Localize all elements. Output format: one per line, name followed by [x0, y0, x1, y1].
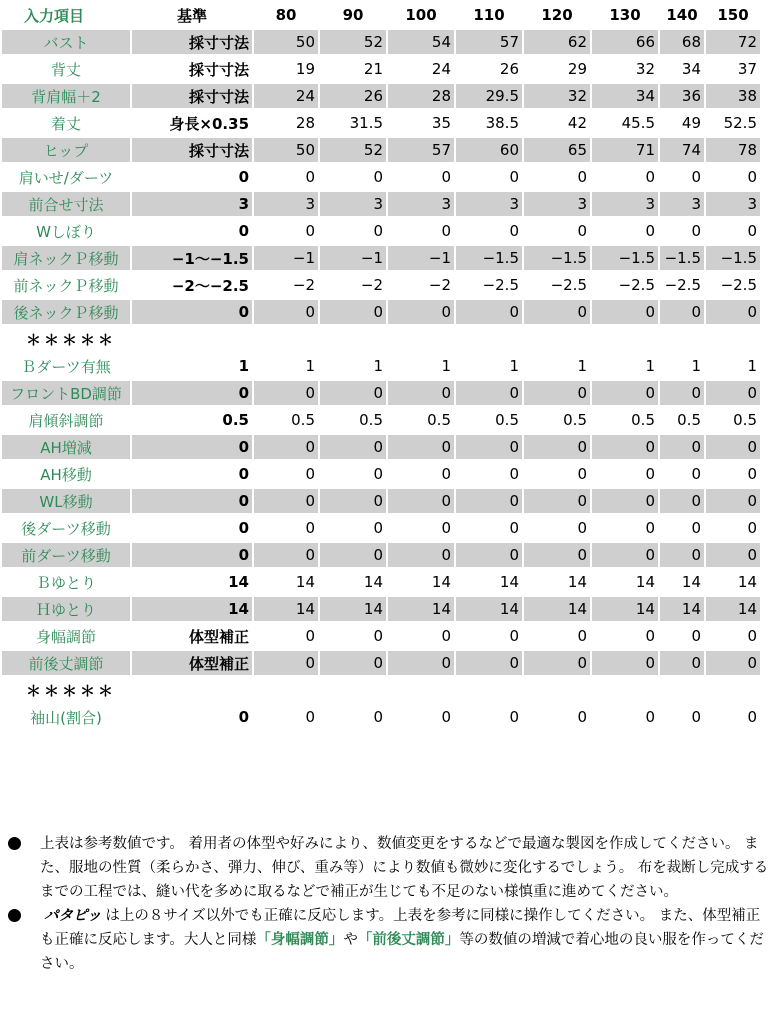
size-value-cell: 0 [388, 651, 454, 675]
size-value-cell: 0.5 [359, 411, 383, 429]
size-value-cell: 0 [524, 489, 590, 513]
size-value-cell: 0 [747, 708, 757, 726]
size-value-cell: −1.5 [456, 246, 522, 270]
size-value-cell: 0 [524, 381, 590, 405]
size-value-cell: 14 [567, 573, 587, 591]
header-base: 基準 [176, 6, 207, 25]
size-value-cell: 3 [388, 192, 454, 216]
size-value-cell: 0 [660, 651, 704, 675]
note-2-text-b: や [343, 932, 358, 948]
size-value-cell: 0 [660, 381, 704, 405]
size-value-cell: 0 [645, 465, 655, 483]
size-value-cell: 0 [524, 651, 590, 675]
size-value-cell: 35 [431, 114, 451, 132]
row-label: Ｂゆとり [35, 573, 96, 592]
size-value-cell: 45.5 [621, 114, 655, 132]
size-value-cell: 28 [388, 84, 454, 108]
note-1-text: 上表は参考数値です。 着用者の体型や好みにより、数値変更をするなどで最適な製図を作成してください。 また、服地の性質（柔らかさ、弾力、伸び、重み等）により数値も微妙に変化するでしょう。 布を裁断し完成するまでの工程では、縫い代を多めに取るなどで補正が生じても不足のない様慎重に進めてください。 [40, 836, 769, 900]
size-value-cell: 0 [388, 435, 454, 459]
size-value-cell: 0 [706, 489, 760, 513]
row-base-value: −1〜−1.5 [132, 246, 252, 270]
row-base-value: 0 [238, 519, 249, 537]
size-value-cell: 0 [706, 381, 760, 405]
size-value-cell: 24 [431, 60, 451, 78]
note-1 [8, 832, 774, 904]
size-value-cell: 74 [660, 138, 704, 162]
row-label: Wしぼり [36, 222, 96, 241]
size-value-cell: 0 [592, 300, 658, 324]
row-base-value: 14 [132, 597, 252, 621]
row-base-value: 14 [228, 573, 249, 591]
size-value-cell: 0 [747, 519, 757, 537]
size-value-cell: 0 [691, 465, 701, 483]
row-label: 背丈 [50, 60, 81, 79]
size-value-cell: 0 [254, 381, 318, 405]
note-2-text-c: 等の数値の増減で着心地の良い服を作ってください。 [40, 932, 764, 972]
size-value-cell: −2.5 [720, 276, 757, 294]
row-label: 前合せ寸法 [2, 192, 130, 216]
size-value-cell: 0 [645, 222, 655, 240]
size-value-cell: 0.5 [631, 411, 655, 429]
row-label: 肩ネックＰ移動 [2, 246, 130, 270]
row-label: 背肩幅＋2 [2, 84, 130, 108]
size-value-cell: 0 [645, 627, 655, 645]
size-value-cell: 71 [592, 138, 658, 162]
size-value-cell: 0 [254, 489, 318, 513]
header-size: 100 [405, 6, 437, 24]
size-value-cell: −2 [360, 276, 383, 294]
size-value-cell: 0 [373, 465, 383, 483]
size-value-cell: 0 [441, 627, 451, 645]
size-value-cell: 0 [441, 222, 451, 240]
header-size: 80 [275, 6, 297, 24]
size-value-cell: 0 [320, 489, 386, 513]
table-row [2, 624, 760, 648]
size-value-cell: 49 [681, 114, 701, 132]
header-size: 120 [541, 6, 573, 24]
size-value-cell: 1 [691, 357, 701, 375]
size-value-cell: −1.5 [660, 246, 704, 270]
row-label: AH移動 [40, 465, 92, 484]
header-item: 入力項目 [24, 6, 85, 25]
size-value-cell: 0 [524, 543, 590, 567]
size-value-cell: 14 [254, 597, 318, 621]
size-value-cell: 14 [499, 573, 519, 591]
row-base-value: 0.5 [222, 411, 249, 429]
size-value-cell: 34 [592, 84, 658, 108]
row-label: ヒップ [2, 138, 130, 162]
size-value-cell: 0 [320, 300, 386, 324]
size-value-cell: 0 [660, 489, 704, 513]
row-label: Ｈゆとり [2, 597, 130, 621]
row-base-value: 0 [238, 708, 249, 726]
row-base-value: 採寸寸法 [132, 84, 252, 108]
separator-mark: ＊＊＊＊＊ [26, 330, 117, 349]
size-value-cell: 14 [635, 573, 655, 591]
size-value-cell: 0 [254, 435, 318, 459]
size-value-cell: 0 [509, 222, 519, 240]
size-value-cell: 32 [635, 60, 655, 78]
size-value-cell: 78 [706, 138, 760, 162]
size-value-cell: 0 [592, 651, 658, 675]
size-value-cell: 0 [577, 708, 587, 726]
size-value-cell: 0 [577, 168, 587, 186]
size-value-cell: 0 [706, 543, 760, 567]
size-value-cell: 26 [499, 60, 519, 78]
highlight-body-width: 「身幅調節」 [256, 932, 344, 948]
size-value-cell: 0 [645, 519, 655, 537]
table-row [2, 165, 760, 189]
size-value-cell: 0 [441, 465, 451, 483]
row-base-value: 3 [132, 192, 252, 216]
row-label: 肩傾斜調節 [28, 411, 104, 430]
row-base-value: 採寸寸法 [132, 138, 252, 162]
size-value-cell: 0 [645, 708, 655, 726]
row-base-value: 0 [132, 300, 252, 324]
size-value-cell: −1.5 [524, 246, 590, 270]
row-base-value: 0 [238, 222, 249, 240]
size-value-cell: 0 [747, 168, 757, 186]
size-value-cell: 0 [305, 519, 315, 537]
size-value-cell: 1 [509, 357, 519, 375]
size-value-cell: 52 [320, 138, 386, 162]
size-value-cell: 29.5 [456, 84, 522, 108]
size-value-cell: 3 [660, 192, 704, 216]
size-value-cell: 0 [388, 543, 454, 567]
header-size: 150 [717, 6, 749, 24]
row-label: 後ダーツ移動 [21, 519, 111, 538]
size-value-cell: 0 [660, 543, 704, 567]
size-value-cell: −2.5 [664, 276, 701, 294]
size-value-cell: 1 [305, 357, 315, 375]
table-row [2, 219, 760, 243]
size-value-cell: 0 [660, 300, 704, 324]
size-value-cell: 36 [660, 84, 704, 108]
size-value-cell: 54 [388, 30, 454, 54]
size-value-cell: 0 [592, 435, 658, 459]
size-value-cell: 0 [456, 489, 522, 513]
size-value-cell: 0 [691, 519, 701, 537]
table-row [2, 570, 760, 594]
size-value-cell: 0.5 [563, 411, 587, 429]
size-value-cell: 0 [577, 222, 587, 240]
size-value-cell: 72 [706, 30, 760, 54]
size-value-cell: 14 [388, 597, 454, 621]
size-value-cell: 21 [363, 60, 383, 78]
size-value-cell: 0 [691, 708, 701, 726]
size-value-cell: 14 [706, 597, 760, 621]
size-value-cell: 0 [456, 381, 522, 405]
size-value-cell: 0 [373, 708, 383, 726]
row-label: バスト [2, 30, 130, 54]
size-value-cell: 0 [509, 627, 519, 645]
size-value-cell: 0 [388, 300, 454, 324]
row-label: 肩いせ/ダーツ [18, 168, 114, 187]
row-base-value: 0 [238, 465, 249, 483]
header-size: 130 [609, 6, 641, 24]
size-value-cell: 0 [691, 222, 701, 240]
size-value-cell: 0 [373, 519, 383, 537]
table-row [2, 30, 760, 54]
size-value-cell: 28 [295, 114, 315, 132]
size-value-cell: 19 [295, 60, 315, 78]
size-value-cell: 62 [524, 30, 590, 54]
row-label: Ｂダーツ有無 [21, 357, 111, 376]
size-value-cell: 0 [373, 222, 383, 240]
size-value-cell: 42 [567, 114, 587, 132]
size-value-cell: 0 [305, 465, 315, 483]
size-value-cell: 52 [320, 30, 386, 54]
size-value-cell: 0 [509, 519, 519, 537]
header-size: 90 [342, 6, 364, 24]
brand-name: パタピッ [44, 908, 102, 924]
size-value-cell: 0 [388, 381, 454, 405]
row-base-value: 0 [132, 381, 252, 405]
size-value-cell: 0.5 [677, 411, 701, 429]
note-2-text-a: は上の８サイズ以外でも正確に反応します。上表を参考に同様に操作してください。 また、体型補正も正確に反応します。大人と同様 [40, 908, 761, 948]
row-label: 後ネックＰ移動 [2, 300, 130, 324]
size-value-cell: 0 [577, 627, 587, 645]
row-label: AH増減 [2, 435, 130, 459]
size-value-cell: 0 [456, 300, 522, 324]
table-row [2, 354, 760, 378]
size-value-cell: 38 [706, 84, 760, 108]
size-value-cell: 0 [524, 435, 590, 459]
size-value-cell: 14 [592, 597, 658, 621]
size-value-cell: 0 [456, 543, 522, 567]
size-value-cell: 0 [254, 651, 318, 675]
size-value-cell: 66 [592, 30, 658, 54]
size-value-cell: 0 [441, 168, 451, 186]
size-value-cell: 14 [456, 597, 522, 621]
size-value-cell: 0 [441, 708, 451, 726]
size-value-cell: 0.5 [291, 411, 315, 429]
size-value-cell: 0.5 [733, 411, 757, 429]
row-label: 身幅調節 [35, 627, 96, 646]
row-base-value: 体型補正 [132, 651, 252, 675]
row-label: フロントBD調節 [2, 381, 130, 405]
table-row [2, 651, 760, 675]
table-row [2, 246, 760, 270]
size-value-cell: 0 [706, 300, 760, 324]
size-value-cell: 0 [592, 543, 658, 567]
size-value-cell: 0 [509, 465, 519, 483]
size-value-cell: 0 [645, 168, 655, 186]
size-value-cell: 0 [524, 300, 590, 324]
row-label: 前後丈調節 [2, 651, 130, 675]
row-label: 前ネックＰ移動 [13, 276, 119, 295]
size-value-cell: 0.5 [495, 411, 519, 429]
separator-row [2, 678, 760, 702]
size-value-cell: 14 [737, 573, 757, 591]
table-header-row [2, 3, 760, 27]
size-value-cell: 32 [524, 84, 590, 108]
size-value-cell: 0 [305, 627, 315, 645]
size-value-cell: −1.5 [592, 246, 658, 270]
size-value-cell: −2.5 [482, 276, 519, 294]
size-value-cell: 0 [592, 489, 658, 513]
size-value-cell: 0 [388, 489, 454, 513]
size-value-cell: 0 [254, 543, 318, 567]
table-row [2, 597, 760, 621]
size-value-cell: 3 [592, 192, 658, 216]
size-value-cell: 37 [737, 60, 757, 78]
table-row [2, 408, 760, 432]
size-value-cell: 1 [747, 357, 757, 375]
size-value-cell: 14 [320, 597, 386, 621]
size-value-cell: 0 [747, 222, 757, 240]
table-row [2, 489, 760, 513]
table-row [2, 300, 760, 324]
size-value-cell: 29 [567, 60, 587, 78]
size-value-cell: 0 [509, 708, 519, 726]
size-value-cell: 0 [747, 627, 757, 645]
row-label: 袖山(割合) [30, 708, 102, 727]
separator-mark: ＊＊＊＊＊ [26, 681, 117, 700]
size-value-cell: 0 [373, 627, 383, 645]
size-value-cell: 3 [456, 192, 522, 216]
row-base-value: 採寸寸法 [188, 60, 249, 79]
size-value-cell: 0 [456, 435, 522, 459]
row-label: 着丈 [50, 114, 81, 133]
table-row [2, 435, 760, 459]
note-2 [8, 904, 774, 976]
separator-row [2, 327, 760, 351]
row-base-value: 0 [238, 168, 249, 186]
size-value-cell: 34 [681, 60, 701, 78]
table-row [2, 543, 760, 567]
highlight-length: 「前後丈調節」 [357, 932, 460, 948]
size-value-cell: 14 [660, 597, 704, 621]
size-value-cell: 14 [431, 573, 451, 591]
bullet-icon [8, 909, 21, 922]
table-row [2, 273, 760, 297]
size-value-cell: 57 [388, 138, 454, 162]
size-value-cell: 0 [592, 381, 658, 405]
size-value-cell: 0 [691, 627, 701, 645]
size-value-cell: 0 [320, 435, 386, 459]
size-value-cell: 50 [254, 138, 318, 162]
row-base-value: 0 [132, 543, 252, 567]
size-value-cell: 3 [706, 192, 760, 216]
size-value-cell: 0 [509, 168, 519, 186]
row-label: 前ダーツ移動 [2, 543, 130, 567]
size-value-cell: 0 [254, 300, 318, 324]
table-row [2, 462, 760, 486]
table-row [2, 516, 760, 540]
size-value-cell: 52.5 [723, 114, 757, 132]
size-value-cell: −2 [428, 276, 451, 294]
size-value-cell: 0 [305, 708, 315, 726]
size-value-cell: 0 [305, 168, 315, 186]
size-value-cell: −2.5 [550, 276, 587, 294]
size-value-cell: 0 [747, 465, 757, 483]
size-value-cell: 57 [456, 30, 522, 54]
size-table-body [2, 3, 760, 729]
size-value-cell: 38.5 [485, 114, 519, 132]
size-value-cell: 14 [363, 573, 383, 591]
size-value-cell: 68 [660, 30, 704, 54]
size-value-cell: 50 [254, 30, 318, 54]
row-base-value: 0 [132, 489, 252, 513]
size-value-cell: −1 [320, 246, 386, 270]
size-value-cell: 24 [254, 84, 318, 108]
size-value-cell: 60 [456, 138, 522, 162]
size-value-cell: 1 [645, 357, 655, 375]
separator-blank [132, 327, 760, 351]
size-value-cell: 0 [660, 435, 704, 459]
row-base-value: 0 [132, 435, 252, 459]
size-value-cell: 14 [524, 597, 590, 621]
table-row [2, 84, 760, 108]
size-value-cell: 26 [320, 84, 386, 108]
table-row [2, 705, 760, 729]
size-value-cell: 0 [320, 543, 386, 567]
row-base-value: 身長×0.35 [169, 114, 249, 133]
size-value-cell: 0 [441, 519, 451, 537]
size-value-cell: 1 [373, 357, 383, 375]
notes [8, 832, 774, 976]
size-value-cell: 3 [524, 192, 590, 216]
size-value-cell: 65 [524, 138, 590, 162]
row-base-value: 採寸寸法 [132, 30, 252, 54]
separator-blank [132, 678, 760, 702]
size-value-cell: 0 [691, 168, 701, 186]
size-value-cell: 0 [706, 435, 760, 459]
row-label: WL移動 [2, 489, 130, 513]
size-value-cell: 0 [373, 168, 383, 186]
table-row [2, 138, 760, 162]
size-value-cell: −2 [292, 276, 315, 294]
row-base-value: −2〜−2.5 [171, 276, 249, 295]
size-value-cell: 1 [577, 357, 587, 375]
size-value-cell: −1.5 [706, 246, 760, 270]
table-row [2, 381, 760, 405]
header-size: 110 [473, 6, 505, 24]
size-value-cell: 3 [320, 192, 386, 216]
row-base-value: 1 [238, 357, 249, 375]
size-value-cell: 0 [320, 381, 386, 405]
size-value-cell: 0 [320, 651, 386, 675]
size-value-cell: 1 [441, 357, 451, 375]
size-value-cell: 14 [295, 573, 315, 591]
size-value-cell: −2.5 [618, 276, 655, 294]
header-size: 140 [666, 6, 698, 24]
size-value-cell: −1 [254, 246, 318, 270]
size-value-cell: 0 [706, 651, 760, 675]
table-row [2, 111, 760, 135]
size-value-cell: −1 [388, 246, 454, 270]
table-row [2, 57, 760, 81]
row-base-value: 体型補正 [188, 627, 249, 646]
size-value-cell: 14 [681, 573, 701, 591]
bullet-icon [8, 837, 21, 850]
size-value-cell: 3 [254, 192, 318, 216]
size-value-cell: 0.5 [427, 411, 451, 429]
table-row [2, 192, 760, 216]
size-value-cell: 0 [577, 519, 587, 537]
size-value-cell: 0 [577, 465, 587, 483]
size-value-cell: 0 [305, 222, 315, 240]
size-value-cell: 0 [456, 651, 522, 675]
size-value-cell: 31.5 [349, 114, 383, 132]
